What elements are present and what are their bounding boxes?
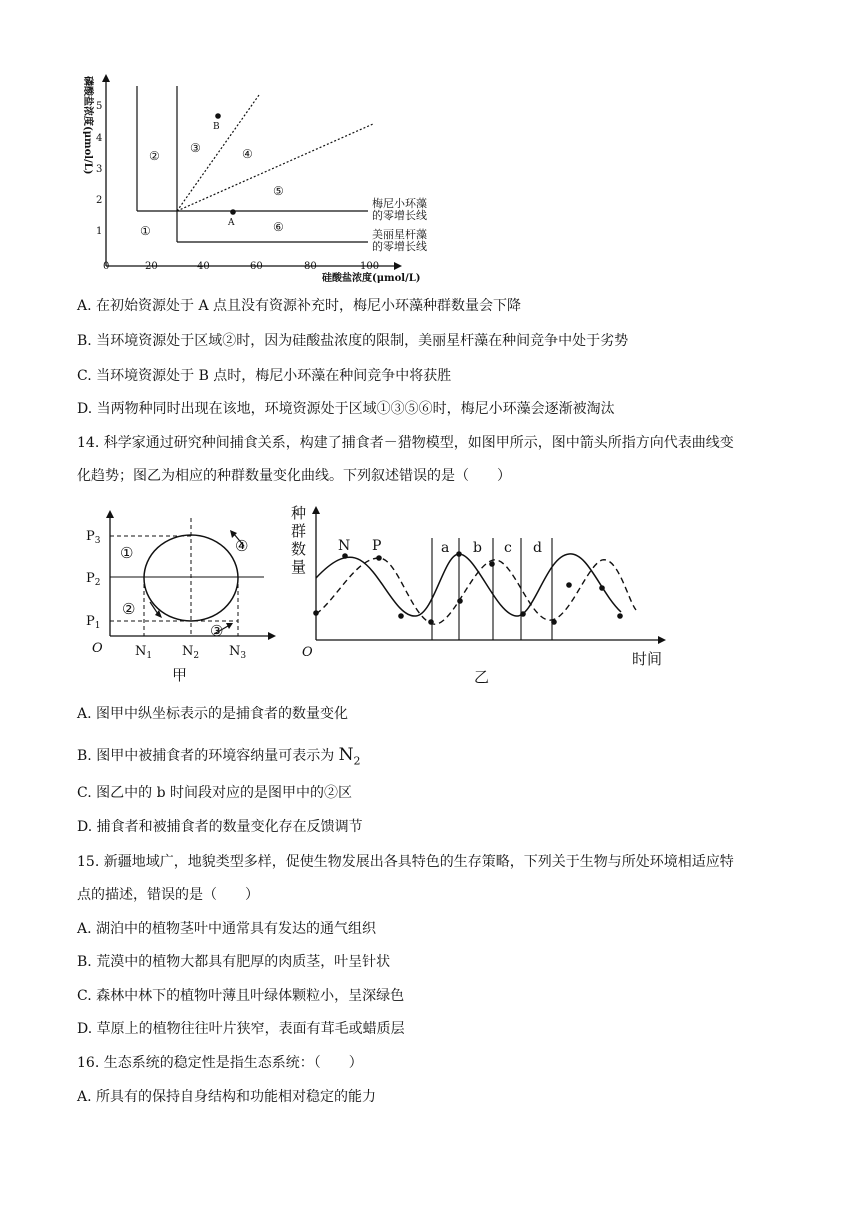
region-label: ③ <box>190 141 201 155</box>
population-curve-figure <box>286 500 676 688</box>
point-b-marker <box>215 113 221 119</box>
p3-label: $P_3$ <box>86 529 101 546</box>
q14-option-c: C. 图乙中的 b 时间段对应的是图甲中的②区 <box>77 785 352 801</box>
x-axis-label: 时间 <box>632 650 663 668</box>
p1-label: $P_1$ <box>86 614 101 631</box>
q13-option-b: B. 当环境资源处于区域②时，因为硅酸盐浓度的限制，美丽星杆藻在种间竞争中处于劣势 <box>77 333 629 349</box>
p2-label: $P_2$ <box>86 571 101 588</box>
x-tick: 20 <box>145 261 158 272</box>
arrow-label: ④ <box>235 537 249 555</box>
region-label: ② <box>149 149 160 163</box>
y-axis-char: 种 <box>291 504 307 522</box>
region-label: ⑥ <box>273 220 284 234</box>
q13-option-c: C. 当环境资源处于 B 点时，梅尼小环藻在种间竞争中将获胜 <box>77 368 452 384</box>
q13-option-d: D. 当两物种同时出现在该地，环境资源处于区域①③⑤⑥时，梅尼小环藻会逐渐被淘汰 <box>77 401 615 417</box>
q15-option-b: B. 荒漠中的植物大都具有肥厚的肉质茎，叶呈针状 <box>77 954 391 970</box>
q14-option-b <box>77 744 361 772</box>
arrow-label: ② <box>122 600 136 618</box>
origin-label: O <box>92 641 103 656</box>
origin-label: O <box>302 645 313 660</box>
region-label: ① <box>140 224 151 238</box>
region-label: ⑤ <box>273 184 284 198</box>
period-label: c <box>504 540 512 556</box>
q13-option-a: A. 在初始资源处于 A 点且没有资源补充时，梅尼小环藻种群数量会下降 <box>77 298 522 314</box>
y-axis-label: 磷酸盐浓度(μmol/L) <box>82 76 93 175</box>
n3-label: $N_3$ <box>229 644 247 661</box>
zero-growth-figure <box>76 68 466 290</box>
period-label: b <box>473 540 482 556</box>
y-tick: 2 <box>96 195 103 206</box>
q16-option-a: A. 所具有的保持自身结构和功能相对稳定的能力 <box>77 1089 377 1105</box>
arrow-label: ③ <box>210 622 224 640</box>
predator-prey-phase-figure <box>78 506 278 688</box>
x-axis-label: 硅酸盐浓度(μmol/L) <box>322 273 421 284</box>
line2-label: 的零增长线 <box>372 240 427 253</box>
x-tick: 100 <box>360 261 380 272</box>
q14-option-d: D. 捕食者和被捕食者的数量变化存在反馈调节 <box>77 819 363 835</box>
q15-option-a: A. 湖泊中的植物茎叶中通常具有发达的通气组织 <box>77 921 377 937</box>
curve-label: P <box>372 538 382 554</box>
point-a-marker <box>230 209 236 215</box>
curve-label: N <box>338 538 351 554</box>
period-label: d <box>533 540 542 556</box>
figure-caption: 乙 <box>474 668 490 686</box>
q14-option-a: A. 图甲中纵坐标表示的是捕食者的数量变化 <box>77 706 349 722</box>
x-tick: 0 <box>103 261 110 272</box>
q16-stem: 16. 生态系统的稳定性是指生态系统：（ ） <box>77 1055 363 1071</box>
q14-option-b-text: B. 图甲中被捕食者的环境容纳量可表示为 <box>77 748 335 764</box>
q15-stem: 15. 新疆地域广，地貌类型多样，促使生物发展出各具特色的生存策略，下列关于生物与所处环境相适应特 <box>77 854 734 870</box>
prey-curve <box>316 554 621 616</box>
x-tick: 40 <box>197 261 210 272</box>
n1-label: $N_1$ <box>135 644 153 661</box>
x-tick: 60 <box>250 261 263 272</box>
y-tick: 4 <box>96 133 103 144</box>
x-tick: 80 <box>304 261 317 272</box>
q14-option-b-symbol: $N_2$ <box>338 745 361 768</box>
line2-label: 美丽星杆藻 <box>372 228 427 241</box>
figure-caption: 甲 <box>172 666 188 684</box>
y-axis-char: 量 <box>291 558 307 576</box>
line1-label: 梅尼小环藻 <box>372 197 427 210</box>
q14-stem-cont: 化趋势；图乙为相应的种群数量变化曲线。下列叙述错误的是（ ） <box>77 468 511 484</box>
y-tick: 3 <box>96 164 103 175</box>
y-axis-char: 数 <box>291 540 307 558</box>
q14-stem: 14. 科学家通过研究种间捕食关系，构建了捕食者－猎物模型，如图甲所示，图中箭头所指方向代表曲线变 <box>77 435 734 451</box>
region-label: ④ <box>242 147 253 161</box>
y-tick: 1 <box>96 226 103 237</box>
q15-option-d: D. 草原上的植物往往叶片狭窄，表面有茸毛或蜡质层 <box>77 1021 405 1037</box>
arrow-label: ① <box>120 544 134 562</box>
q15-option-c: C. 森林中林下的植物叶薄且叶绿体颗粒小，呈深绿色 <box>77 988 405 1004</box>
line1-label: 的零增长线 <box>372 209 427 222</box>
point-b-label: B <box>213 122 220 132</box>
y-axis-char: 群 <box>291 522 307 540</box>
q15-stem-cont: 点的描述，错误的是（ ） <box>77 887 259 903</box>
period-label: a <box>441 540 450 556</box>
point-a-label: A <box>228 218 235 228</box>
y-tick: 5 <box>96 101 103 112</box>
n2-label: $N_2$ <box>182 644 200 661</box>
